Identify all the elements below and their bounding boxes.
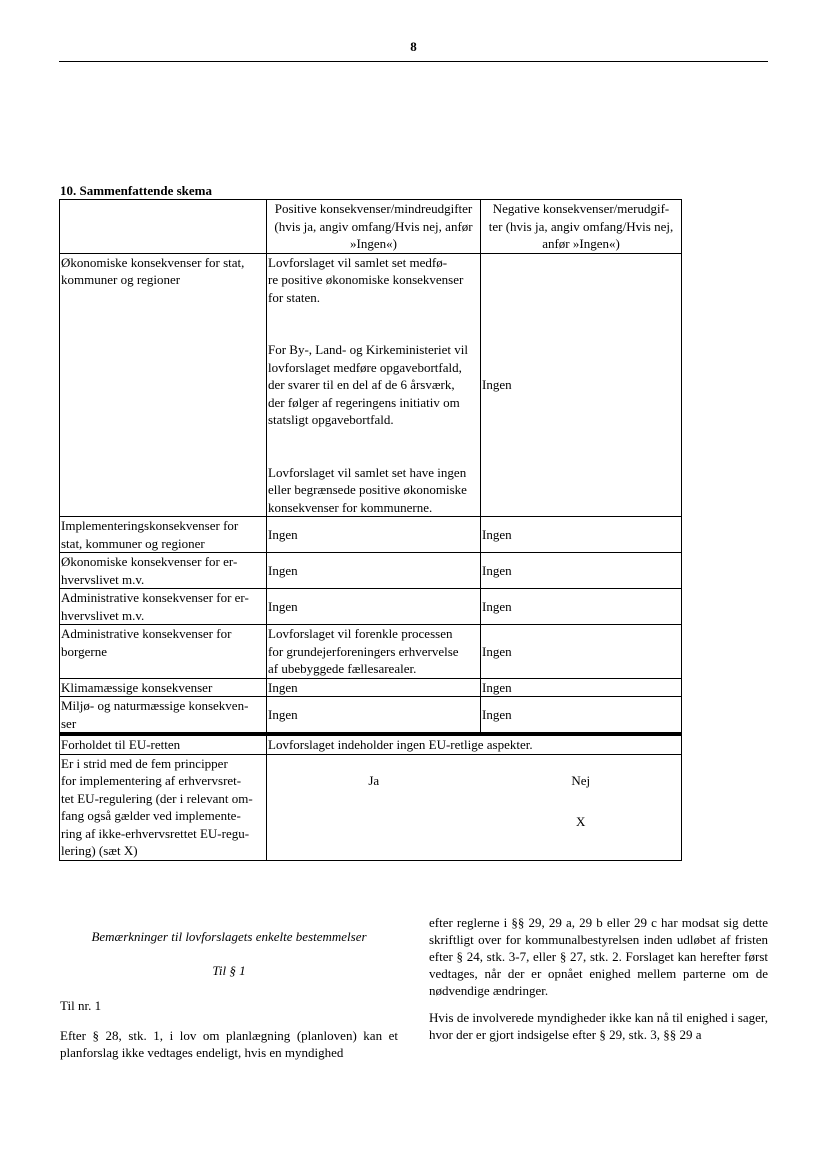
table-row — [60, 625, 682, 679]
notes-left-paragraph: Efter § 28, stk. 1, i lov om planlægning (planloven) kan et planforslag ikke vedtages endeligt, hvis en myndighed — [60, 1028, 398, 1060]
row-label: Klimamæssige konsekvenser — [60, 678, 267, 697]
positive-block: Lovforslaget vil samlet set have ingen eller begrænsede positive økonomiske konsekvenser for kommunerne. — [268, 464, 467, 515]
table-row — [60, 697, 682, 735]
principles-ja-cell: Ja — [267, 754, 481, 860]
row-label: Administrative konsekvenser for er- hvervslivet m.v. — [60, 589, 267, 625]
block-spacer — [268, 306, 479, 341]
row-label: Økonomiske konsekvenser for er- hvervslivet m.v. — [60, 553, 267, 589]
eu-row-label: Forholdet til EU-retten — [60, 734, 267, 754]
table-header-row — [60, 200, 682, 254]
row-label: Miljø- og naturmæssige konsekven- ser — [60, 697, 267, 735]
principles-row — [60, 754, 682, 860]
principles-x-mark: X — [576, 814, 586, 829]
positive-block: For By-, Land- og Kirkeministeriet vil lovforslaget medføre opgavebortfald, der svarer til en del af de 6 årsværk, der følger af regeringens initiativ om statsligt opgavebortfald. — [268, 342, 469, 427]
row-positive — [267, 253, 481, 517]
row-label: Administrative konsekvenser for borgerne — [60, 625, 267, 679]
row-negative: Ingen — [481, 517, 682, 553]
header-negative-cell: Negative konsekvenser/merudgif- ter (hvis ja, angiv omfang/Hvis nej, anfør »Ingen«) — [481, 200, 682, 254]
row-label: Økonomiske konsekvenser for stat, kommuner og regioner — [60, 253, 267, 517]
eu-row — [60, 734, 682, 754]
principles-row-label: Er i strid med de fem principper for implementering af erhvervsret- tet EU-regulering (der i relevant om- fang også gælder ved implemente- ring af ikke-erhvervsrettet EU-regu- lering) (sæt X) — [60, 754, 267, 860]
row-positive: Ingen — [267, 517, 481, 553]
table-row — [60, 517, 682, 553]
header-rule — [59, 61, 768, 62]
section-heading: 10. Sammenfattende skema — [60, 183, 213, 198]
row-positive: Ingen — [267, 553, 481, 589]
positive-block: Lovforslaget vil samlet set medfø- re positive økonomiske konsekvenser for staten. — [268, 254, 464, 305]
row-negative: Ingen — [481, 697, 682, 735]
table-row — [60, 678, 682, 697]
notes-subtitle: Til § 1 — [212, 963, 246, 978]
block-spacer — [268, 429, 479, 464]
notes-title: Bemærkninger til lovforslagets enkelte bestemmelser — [91, 929, 367, 944]
notes-right-column — [429, 914, 768, 1043]
row-positive: Ingen — [267, 697, 481, 735]
principles-nej-cell: Nej X — [481, 754, 682, 860]
row-negative: Ingen — [481, 553, 682, 589]
table-row — [60, 589, 682, 625]
row-negative: Ingen — [481, 678, 682, 697]
eu-row-value: Lovforslaget indeholder ingen EU-retlige aspekter. — [267, 734, 682, 754]
header-positive-cell: Positive konsekvenser/mindreudgifter (hvis ja, angiv omfang/Hvis nej, anfør »Ingen«) — [267, 200, 481, 254]
table-row — [60, 553, 682, 589]
page-number: 8 — [410, 39, 417, 54]
table-row — [60, 253, 682, 517]
notes-nr: Til nr. 1 — [60, 998, 102, 1013]
row-positive: Ingen — [267, 589, 481, 625]
notes-right-paragraph-2: Hvis de involverede myndigheder ikke kan nå til enighed i sager, hvor der er gjort indsigelse efter § 29, stk. 3, §§ 29 a — [429, 1010, 768, 1042]
row-negative: Ingen — [481, 589, 682, 625]
header-empty-cell — [60, 200, 267, 254]
row-positive: Ingen — [267, 678, 481, 697]
notes-right-paragraph-1: efter reglerne i §§ 29, 29 a, 29 b eller 29 c har modsat sig dette skriftligt over for kommunalbestyrelsen inden udløbet af fristen efter § 24, stk. 3-7, eller § 27, stk. 2. Forslaget kan herefter først vedtages, når der er opnået enighed mellem parterne om de nødvendige ændringer. — [429, 915, 768, 998]
row-positive: Lovforslaget vil forenkle processen for grundejerforeningers erhvervelse af ubebyggede fællesarealer. — [267, 625, 481, 679]
row-negative: Ingen — [481, 625, 682, 679]
row-negative: Ingen — [481, 253, 682, 517]
row-label: Implementeringskonsekvenser for stat, kommuner og regioner — [60, 517, 267, 553]
notes-left-column — [60, 928, 398, 1061]
summary-table — [59, 199, 682, 861]
